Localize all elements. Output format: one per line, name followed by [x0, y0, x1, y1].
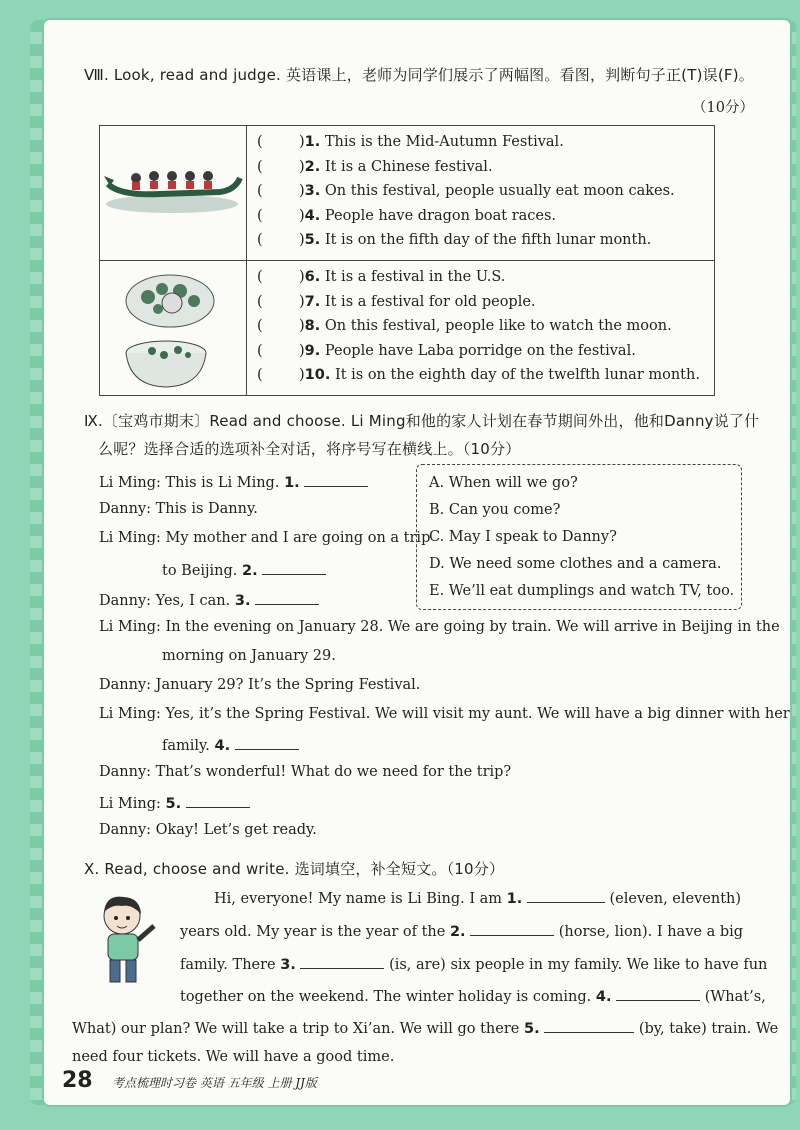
question-2: ( )2. It is a Chinese festival. — [257, 155, 714, 180]
dialog-line-3: Li Ming: My mother and I are going on a trip — [99, 530, 431, 546]
question-8: ( )8. On this festival, people like to watch the moon. — [257, 314, 714, 339]
question-3: ( )3. On this festival, people usually eat moon cakes. — [257, 179, 714, 204]
answer-blank[interactable]: ( — [257, 293, 263, 310]
question-7: ( )7. It is a festival for old people. — [257, 290, 714, 315]
question-9: ( )9. People have Laba porridge on the festival. — [257, 339, 714, 364]
answer-blank[interactable]: ( — [257, 232, 263, 249]
dialog-line-4: to Beijing. 2. — [162, 560, 326, 579]
dialog-line-13: Danny: Okay! Let’s get ready. — [99, 822, 317, 838]
dialog-line-5: Danny: Yes, I can. 3. — [99, 590, 319, 609]
answer-blank[interactable]: ( — [257, 158, 263, 175]
dialog-blank-2[interactable] — [262, 560, 326, 575]
passage-blank-3[interactable] — [300, 954, 384, 969]
dialog-line-12: Li Ming: 5. — [99, 793, 250, 812]
answer-blank[interactable]: ( — [257, 183, 263, 200]
passage-blank-2[interactable] — [470, 921, 554, 936]
questions-group1 — [247, 126, 715, 261]
page-number: 28 — [62, 1068, 93, 1093]
dragon-boat-picture-cell — [100, 126, 247, 261]
dragon-boat-image — [100, 126, 246, 256]
option-a: A. When will we go? — [429, 475, 578, 491]
passage-blank-5[interactable] — [544, 1018, 634, 1033]
dialog-blank-5[interactable] — [186, 793, 250, 808]
dialog-line-11: Danny: That’s wonderful! What do we need for the trip? — [99, 764, 512, 780]
dialog-line-6: Li Ming: In the evening on January 28. We are going by train. We will arrive in Beijing in the — [99, 619, 780, 635]
dialog-blank-4[interactable] — [235, 735, 299, 750]
dialog-line-7: morning on January 29. — [162, 648, 336, 664]
passage-line-3: family. There 3. (is, are) six people in my family. We like to have fun — [180, 954, 767, 973]
section8-score: （10分） — [692, 100, 754, 116]
section8-heading: Ⅷ. Look, read and judge. 英语课上，老师为同学们展示了两幅图。看图，判断句子正(T)误(F)。 — [84, 66, 754, 84]
option-b: B. Can you come? — [429, 502, 561, 518]
footer-text: 考点梳理时习卷 英语 五年级 上册 JJ版 — [112, 1076, 317, 1090]
answer-blank[interactable]: ( — [257, 367, 263, 384]
question-6: ( )6. It is a festival in the U.S. — [257, 265, 714, 290]
laba-porridge-image — [100, 261, 246, 391]
question-10: ( )10. It is on the eighth day of the twelfth lunar month. — [257, 363, 714, 388]
boy-illustration — [92, 892, 164, 987]
passage-line-5: What) our plan? We will take a trip to Xi’an. We will go there 5. (by, take) train. We — [72, 1018, 778, 1037]
answer-blank[interactable]: ( — [257, 134, 263, 150]
dialog-line-8: Danny: January 29? It’s the Spring Festival. — [99, 677, 421, 693]
judge-table — [99, 125, 715, 396]
dialog-line-1: Li Ming: This is Li Ming. 1. — [99, 472, 368, 491]
question-4: ( )4. People have dragon boat races. — [257, 204, 714, 229]
option-c: C. May I speak to Danny? — [429, 529, 617, 545]
option-e: E. We’ll eat dumplings and watch TV, too. — [429, 583, 735, 599]
passage-line-4: together on the weekend. The winter holiday is coming. 4. (What’s, — [180, 986, 766, 1005]
question-1: ( )1. This is the Mid-Autumn Festival. — [257, 130, 714, 155]
answer-blank[interactable]: ( — [257, 207, 263, 224]
dialog-blank-1[interactable] — [304, 472, 368, 487]
section9-heading-line2: 么呢？选择合适的选项补全对话，将序号写在横线上。（10分） — [98, 440, 521, 458]
dialog-line-2: Danny: This is Danny. — [99, 501, 258, 517]
answer-blank[interactable]: ( — [257, 318, 263, 335]
answer-blank[interactable]: ( — [257, 342, 263, 359]
dialog-line-9: Li Ming: Yes, it’s the Spring Festival. We will visit my aunt. We will have a big dinner with her — [99, 706, 790, 722]
laba-porridge-picture-cell — [100, 261, 247, 396]
option-d: D. We need some clothes and a camera. — [429, 556, 722, 572]
options-box — [416, 464, 742, 610]
question-5: ( )5. It is on the fifth day of the fifth lunar month. — [257, 228, 714, 253]
passage-line-2: years old. My year is the year of the 2. (horse, lion). I have a big — [180, 921, 743, 940]
passage-blank-1[interactable] — [527, 888, 605, 903]
section9-heading-line1: Ⅸ.〔宝鸡市期末〕Read and choose. Li Ming和他的家人计划在春节期间外出，他和Danny说了什 — [84, 412, 760, 430]
dialog-line-10: family. 4. — [162, 735, 299, 754]
answer-blank[interactable]: ( — [257, 269, 263, 285]
dialog-blank-3[interactable] — [255, 590, 319, 605]
passage-blank-4[interactable] — [616, 986, 700, 1001]
section10-heading: Ⅹ. Read, choose and write. 选词填空，补全短文。（10分） — [84, 860, 505, 878]
passage-line-1: Hi, everyone! My name is Li Bing. I am 1. (eleven, eleventh) — [214, 888, 741, 907]
passage-line-6: need four tickets. We will have a good time. — [72, 1049, 395, 1065]
questions-group2 — [247, 261, 715, 396]
